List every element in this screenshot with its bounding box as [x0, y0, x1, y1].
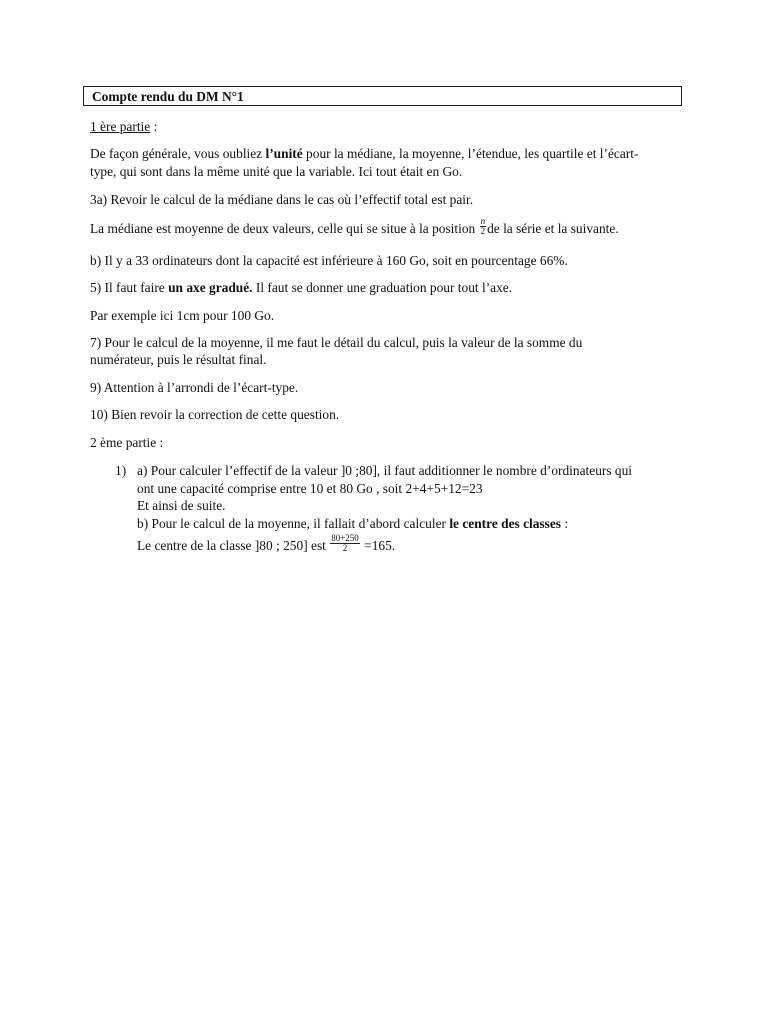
item1-line5-text-a: Le centre de la classe ]80 ; 250] est	[137, 538, 330, 553]
intro-line2: type, qui sont dans la même unité que la variable. Ici tout était en Go.	[90, 164, 463, 179]
question-5	[90, 279, 680, 296]
question-10: 10) Bien revoir la correction de cette question.	[90, 407, 340, 422]
fraction-class-center	[330, 534, 360, 553]
intro-line1	[90, 145, 680, 162]
question-7-line1: 7) Pour le calcul de la moyenne, il me faut le détail du calcul, puis la valeur de la somme du	[90, 335, 583, 350]
item1-line4-bold: le centre des classes	[449, 516, 562, 531]
part1-heading-colon: :	[150, 119, 158, 134]
intro-bold-unit: l’unité	[265, 146, 303, 161]
fraction-denominator: 2	[480, 226, 486, 237]
item1-line3: Et ainsi de suite.	[137, 498, 226, 513]
q5-text-a: 5) Il faut faire	[90, 280, 169, 295]
part2-heading: 2 ème partie :	[90, 435, 164, 450]
fraction-numerator: n	[480, 216, 486, 227]
q5-bold: un axe gradué.	[168, 280, 253, 295]
item1-line4-text-b: :	[561, 516, 569, 531]
example-line: Par exemple ici 1cm pour 100 Go.	[90, 308, 275, 323]
q5-text-b: Il faut se donner une graduation pour tout l’axe.	[252, 280, 513, 295]
median-text-b: de la série et la suivante.	[487, 221, 619, 236]
question-7-line2: numérateur, puis le résultat final.	[90, 352, 267, 367]
intro-text-a: De façon générale, vous oubliez	[90, 146, 266, 161]
item1-line5-text-b: =165.	[360, 538, 396, 553]
item1-line1: a) Pour calculer l’effectif de la valeur ]0 ;80], il faut additionner le nombre d’ordinateurs qui	[137, 463, 633, 478]
median-explanation	[90, 216, 680, 239]
item1-line2: ont une capacité comprise entre 10 et 80 Go , soit 2+4+5+12=23	[137, 481, 483, 496]
part1-heading-text: 1 ère partie	[90, 119, 151, 134]
item1-line5	[137, 533, 682, 556]
intro-text-b: pour la médiane, la moyenne, l’étendue, les quartile et l’écart-	[302, 146, 639, 161]
fraction-n-over-2	[480, 217, 487, 236]
median-text-a: La médiane est moyenne de deux valeurs, celle qui se situe à la position	[90, 221, 479, 236]
fraction-denominator-2: 2	[342, 543, 348, 554]
list-number-1: 1)	[115, 463, 127, 478]
part1-heading	[90, 118, 680, 135]
item1-line4-text-a: b) Pour le calcul de la moyenne, il fallait d’abord calculer	[137, 516, 450, 531]
item1-line4	[137, 515, 682, 532]
question-b: b) Il y a 33 ordinateurs dont la capacité est inférieure à 160 Go, soit en pourcentage 66%.	[90, 253, 568, 268]
fraction-numerator-2: 80+250	[331, 533, 359, 544]
question-9: 9) Attention à l’arrondi de l’écart-type.	[90, 380, 299, 395]
question-3a: 3a) Revoir le calcul de la médiane dans le cas où l’effectif total est pair.	[90, 192, 474, 207]
report-title: Compte rendu du DM N°1	[83, 86, 682, 106]
